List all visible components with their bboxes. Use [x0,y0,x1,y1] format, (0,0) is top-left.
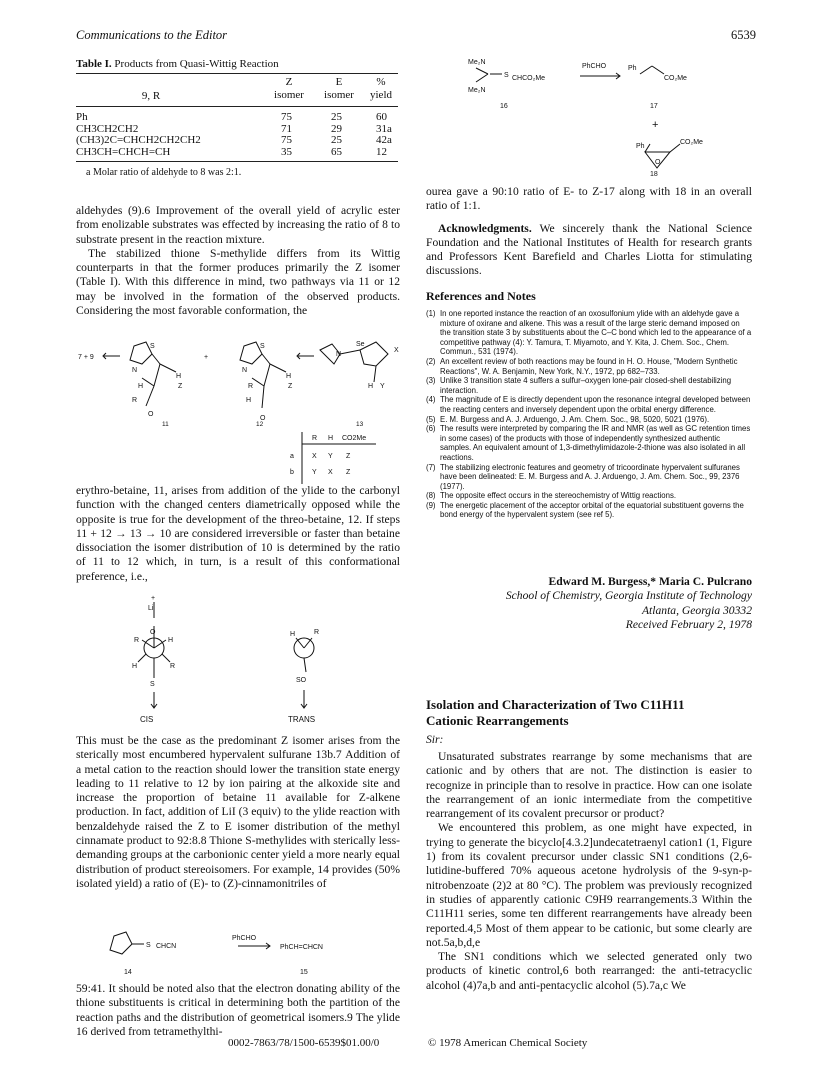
svg-text:CO2Me: CO2Me [342,435,367,442]
svg-text:R: R [312,435,318,442]
product: PhCH=CHCN [280,944,323,951]
reference-item: (4) The magnitude of E is directly dependent upon the resonance integral developed between the reacting centers and inversely dependent upon the orbital energy difference. [426,395,751,414]
svg-text:X: X [394,347,399,354]
scheme-betaines [76,316,400,496]
reference-item: (1) In one reported instance the reaction of an oxosulfonium ylide with an aldehyde gave a mixture of oxirane and alkene. This was a result of the large steric demand imposed on the transition state 3 by substituents about the C–C bond which led to the appearance of a competitive pathway (4): Y. Tamura, T. Miyamoto, and Y. Kita, J. Chem. Soc., Chem. Commun., 531 (1974). [426,309,752,357]
trans-label: TRANS [288,715,316,724]
table-rule-top [76,73,398,74]
right-text-top [426,185,752,279]
svg-text:Z: Z [288,383,293,390]
received-date: Received February 2, 1978 [625,617,752,631]
scheme-lhs: 7 + 9 [78,354,94,361]
table-footnote: a Molar ratio of aldehyde to 8 was 2:1. [86,167,242,178]
svg-text:R: R [134,637,140,644]
paragraph: 59:41. It should be noted also that the electron donating ability of the thione substituents is critical in determining both the partition of the reaction paths and the distribution of geometrical isomers.9 The ylide 16 derived from tetramethylthi- [76,982,400,1038]
scheme-plus: + [204,354,209,361]
left-text-bottom [76,982,400,1039]
acknowledgments: Acknowledgments. We sincerely thank the National Science Foundation and the National Institutes of Health for research grants and Professors Kent Barefield and Charles Liotta for stimulating discussions. [426,221,752,278]
svg-text:H: H [138,383,144,390]
affiliation: School of Chemistry, Georgia Institute of Technology [505,589,752,603]
reference-item: (6) The results were interpreted by comparing the IR and NMR (as well as GC retention times in some cases) of the products with those of independently synthesized authentic samples. An equivalent amount of 1,3-dimethylimidazole-2-thione was also isolated in all reactions. [426,424,751,462]
table-row: (CH3)2C=CHCH2CH2CH2 75 25 42a [76,134,392,146]
compound-label: 12 [256,421,264,428]
svg-text:Z: Z [178,383,183,390]
compound-label: 15 [300,969,308,976]
table-row: Ph 75 25 60 [76,111,387,123]
svg-text:CO₂Me: CO₂Me [680,139,703,146]
svg-text:O: O [148,411,154,418]
svg-text:Ph: Ph [636,143,645,150]
svg-text:R: R [132,397,138,404]
paragraph: erythro-betaine, 11, arises from addition of the ylide to the carbonyl function with the changed centers diametrically opposed while the opposite is true for the development of the threo-betaine, 12. If steps 11 + 12 → 13 → 10 are considered irreversible or faster than betaine dissociation the isomer distribution of 10 is determined by the ratio of 11 to 12 which, in turn, is a result of this conformational preference, i.e., [76,484,400,583]
svg-text:+: + [151,595,156,602]
svg-text:Se: Se [356,341,365,348]
svg-text:R: R [314,629,320,636]
reference-item: (7) The stabilizing electronic features and geometry of tricoordinate hypervalent sulfuranes have been delineated: E. M. Burgess and A. J. Arduengo, J. Am. Chem. Soc., 99, 2376 (1977). [426,462,740,491]
svg-text:CHCN: CHCN [156,943,177,950]
salutation: Sir: [426,733,444,746]
scheme-thiourea-ylide [440,52,760,178]
svg-text:Y: Y [380,383,385,390]
svg-text:S: S [146,942,151,949]
svg-text:Me₂N: Me₂N [468,59,486,66]
left-text-top [76,204,400,318]
svg-text:b: b [290,469,294,476]
svg-text:H: H [290,631,296,638]
scheme-plus: + [652,119,659,131]
svg-text:O: O [150,629,156,636]
svg-text:N: N [336,351,342,358]
svg-text:Me₂N: Me₂N [468,87,486,94]
svg-text:S: S [504,72,509,79]
svg-text:R: R [170,663,176,670]
svg-text:a: a [290,453,294,460]
reference-item: (8) The opposite effect occurs in the stereochemistry of Wittig reactions. [426,491,677,501]
svg-text:O: O [655,159,661,166]
right-text-main [426,750,752,993]
references-heading: References and Notes [426,289,536,303]
svg-text:Ph: Ph [628,65,637,72]
svg-text:H: H [168,637,174,644]
reference-item: (2) An excellent review of both reactions may be found in H. O. House, "Modern Synthetic Reactions", W. A. Benjamin, New York, N.Y., 1972, pp 682–733. [426,356,738,376]
table-title: Table I. Products from Quasi-Wittig Reaction [76,58,279,70]
svg-text:Z: Z [346,469,351,476]
authors: Edward M. Burgess,* Maria C. Pulcrano [548,575,752,588]
compound-label: 17 [650,103,658,110]
reagent: PhCHO [582,63,607,70]
svg-text:N: N [242,367,248,374]
cis-label: CIS [140,715,154,724]
svg-text:S: S [150,681,155,688]
table-rule-bottom [76,161,398,162]
compound-label: 13 [356,421,364,428]
svg-text:Li: Li [148,605,154,612]
svg-text:N: N [132,367,138,374]
svg-text:Y: Y [328,453,333,460]
svg-text:CO₂Me: CO₂Me [664,75,687,82]
svg-text:Z: Z [346,453,351,460]
page-number: 6539 [731,28,756,42]
left-text-mid [76,484,400,584]
table-body [76,112,398,158]
reference-item: (9) The energetic placement of the acceptor orbital of the equatorial substituent governs the bond energy of the hypervalent system (see ref 5). [426,500,744,520]
compound-label: 18 [650,171,658,178]
footer-copyright: © 1978 American Chemical Society [428,1037,588,1049]
table-row: CH3CH=CHCH=CH 35 65 12 [76,145,387,158]
svg-text:X: X [328,469,333,476]
paragraph: Unsaturated substrates rearrange by some mechanisms that are cationic and by others that are not. The distinction is easier to recognize in principle than to resolve in practice. How can one isolate the rearrangement of an ionic intermediate from the competitive rearrangement of its covalent precursor or product? [426,750,752,821]
scheme-substituent-table [290,432,376,484]
svg-text:H: H [132,663,138,670]
compound-label: 16 [500,103,508,110]
svg-text:Y: Y [312,469,317,476]
svg-text:H: H [328,435,334,442]
paragraph: We encountered this problem, as one might have expected, in trying to generate the bicyclo[4.3.2]undecatetraenyl cation1 (1, Figure 1) from its covalent precursor under classic SN1 conditions (2,6-lutidine-buffered 70% aqueous acetone hydrolysis of the 9-syn-p-nitrobenzoate (2)2 at 80 °C). The problem was previously recognized in studies of apparently cationic C9H9 rearrangements.3 Within the C11H11 series, some ten different rearrangements have already been reported.4,5 Most of them appear to be cationic, but some clearly are not.5a,b,d,e [426,821,752,949]
reference-item: (5) E. M. Burgess and A. J. Arduengo, J. Am. Chem. Soc., 98, 5020, 5021 (1976). [426,414,710,424]
author-block [426,575,752,632]
affiliation: Atlanta, Georgia 30332 [641,603,752,617]
table-row: CH3CH2CH2 71 29 31a [76,122,392,135]
references-list [426,309,752,520]
svg-text:S: S [150,343,155,350]
scheme-cinnamonitrile [100,926,380,978]
left-text-main [76,734,400,891]
svg-text:H: H [368,383,374,390]
paragraph: The stabilized thione S-methylide differs from its Wittig counterparts in that the former produces primarily the Z isomer (Table I). With this difference in mind, two pathways via 11 or 12 may be involved in the formation of the observed products. Considering the most favorable conformation, the [76,246,400,318]
svg-text:H: H [246,397,252,404]
paragraph: The SN1 conditions which we selected generated only two products of kinetic control,6 both rearranged: the anti-tetracyclic alcohol (4)7a,b and anti-pentacyclic alcohol (5).7a,c We [426,950,752,992]
reference-item: (3) Unlike 3 transition state 4 suffers a sulfur–oxygen lone-pair closed-shell destabilizing interaction. [426,376,732,395]
paragraph: ourea gave a 90:10 ratio of E- to Z-17 along with 18 in an overall ratio of 1:1. [426,185,752,213]
svg-text:H: H [286,373,292,380]
svg-text:R: R [248,383,254,390]
scheme-conformers [76,594,400,724]
svg-text:S: S [260,343,265,350]
svg-text:O: O [260,415,266,422]
svg-text:X: X [312,453,317,460]
svg-text:CHCO₂Me: CHCO₂Me [512,75,546,82]
footer-code: 0002-7863/78/1500-6539$01.00/0 [228,1037,380,1049]
article-title: Isolation and Characterization of Two C11H11 Cationic Rearrangements [426,697,685,728]
paragraph: aldehydes (9).6 Improvement of the overall yield of acrylic ester from enolizable substrates was effected by increasing the ratio of 8 to substrate present in the reaction mixture. [76,204,400,246]
compound-label: 11 [162,421,169,428]
paragraph: This must be the case as the predominant Z isomer arises from the sterically most encumbered hypervalent sulfurane 13b.7 Addition of a metal cation to the reaction should lower the transition state energy leading to 11 relative to 12 by ion pairing at the alkoxide site and increase the proportion of betaine 11 available for Z-alkene production. In fact, addition of LiI (3 equiv) to the ylide reaction with benzaldehyde raised the Z to E isomer distribution of the methyl cinnamate product to 92:8.8 Thione S-methylides with sterically less-demanding groups at the carbonionic center yield a more nearly equal distribution of product stereoisomers. For example, 14 provides (50% isolated yield) a ratio of (E)- to (Z)-cinnamonitriles of [76,734,400,890]
compound-label: 14 [124,969,132,976]
reagent: PhCHO [232,935,257,942]
svg-text:SO: SO [296,677,307,684]
running-header: Communications to the Editor [76,28,228,42]
table-rule-mid [76,106,398,107]
svg-text:H: H [176,373,182,380]
